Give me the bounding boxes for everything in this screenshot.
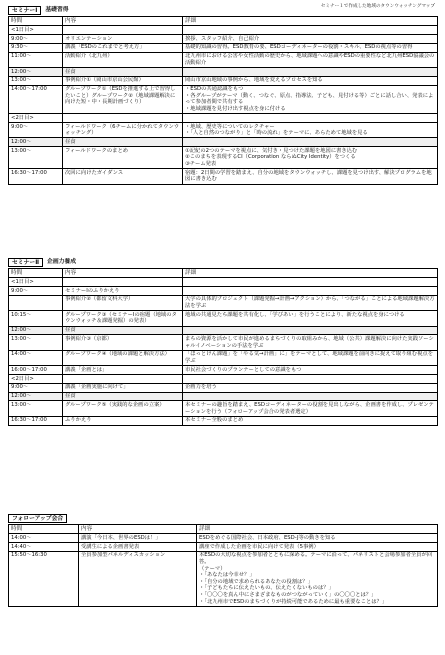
detail-line: ・ESDの共通認識をもつ <box>185 86 244 93</box>
row-time: 11:00～ <box>9 52 63 67</box>
table-row <box>9 551 438 606</box>
row-content: 事例紹介②（都留文科大学） <box>63 295 183 310</box>
row-time: 9:00～ <box>9 122 63 137</box>
table-row <box>9 147 438 169</box>
row-time: 12:00～ <box>9 67 63 76</box>
row-time: 16:30～17:00 <box>9 169 63 184</box>
seminar1-title: 基礎習得 <box>45 6 69 13</box>
followup-tag: フォローアップ会合 <box>8 514 67 523</box>
col-header-time: 時間 <box>9 269 63 278</box>
row-content: 全員参加型パネルディスカッション <box>79 551 197 606</box>
seminar2-table <box>8 268 438 426</box>
row-detail <box>183 374 438 383</box>
row-detail <box>183 326 438 335</box>
row-content: オリエンテーション <box>63 34 183 43</box>
detail-line: 「ほっとけん課題」を「やる気→計画」に」をテーマとして、地域課題を前向きに捉えて取り組む視点を学ぶ <box>185 351 433 364</box>
row-time: 16:00～17:00 <box>9 366 63 375</box>
table-row <box>9 76 438 85</box>
col-header-content: 内容 <box>63 17 183 26</box>
row-detail <box>183 383 438 392</box>
detail-line: ESDをめぐる国際社会、日本政府、ESD-J等の動きを知る <box>199 534 336 541</box>
row-detail <box>197 534 438 543</box>
detail-line: 本セミナーの趣旨を踏まえ、ESDコーディネーターの役割を見出しながら、企画書を作成し、プレゼンテーションを行う（フォローアップ会合の発表者選定） <box>185 401 434 415</box>
detail-line: ・「人と自然のつながり」と「時の流れ」をテーマに、あらためて地域を見る <box>185 130 368 137</box>
row-detail <box>183 392 438 401</box>
row-detail <box>183 416 438 425</box>
detail-line: ③チーム発表 <box>185 161 217 167</box>
detail-line: 北九州市における公害や女性活動の歴史から、地域課題への意識やESDの重要性など北九州ESD協議会の活動紹介 <box>185 53 435 66</box>
table-row <box>9 392 438 401</box>
table-row <box>9 85 438 114</box>
table-row <box>9 534 438 543</box>
table-row <box>9 383 438 392</box>
table-row <box>9 122 438 137</box>
col-header-time: 時間 <box>9 17 63 26</box>
table-row <box>9 295 438 310</box>
col-header-detail: 詳細 <box>197 525 438 534</box>
page-header-caption: セミナー１で作成した地域のタウンウォッチングマップ <box>320 4 435 9</box>
table-row <box>9 311 438 326</box>
row-time: 13:00～ <box>9 147 63 169</box>
row-detail <box>183 76 438 85</box>
detail-line: 講座で作成した企画を市民に向けて発表（5事例） <box>199 543 319 550</box>
row-content: グループワーク③（セミナーⅠの宿題（地域のタウンウォッチ＆課題発掘）の発表） <box>63 311 183 326</box>
detail-line: 地域の共通見たち課題を共有化し、「学びあい」を行うことにより、新たな視点を身につける <box>185 311 405 318</box>
seminar2-section <box>8 257 438 426</box>
table-row <box>9 67 438 76</box>
row-content: フィールドワーク（6チームに分かれてタウンウォッチング） <box>63 122 183 137</box>
row-detail <box>183 122 438 137</box>
row-content: グループワーク①（ESDを推進する上で習得したいこと）グループワーク②（地域課題解決に向けた短・中・長期計画づくり） <box>63 85 183 114</box>
row-detail <box>197 551 438 606</box>
row-time: 12:00～ <box>9 326 63 335</box>
table-row <box>9 542 438 551</box>
row-time: <1日目> <box>9 26 63 35</box>
seminar1-tag: セミナーⅠ <box>8 6 41 15</box>
row-detail <box>183 286 438 295</box>
table-row <box>9 335 438 350</box>
seminar2-tag: セミナーⅡ <box>8 258 43 267</box>
detail-line: ・各グループがテーマ（動く、つなぐ、原点、指導法、子ども、見付ける等）ごとに話し合い、発表によって参加者間で共有する <box>185 92 434 106</box>
row-detail <box>183 26 438 35</box>
row-time: 9:00～ <box>9 34 63 43</box>
detail-line: ・「北九州市でESDのまちづくりが持続可能であるために最も重要なことは？」 <box>199 598 388 605</box>
detail-line: ・「あなたは今幸せ？」 <box>199 572 255 579</box>
row-content: 講義「ESDのこれまでと考え方」 <box>63 43 183 52</box>
row-time: 9:00～ <box>9 286 63 295</box>
row-content: ふりかえり <box>63 416 183 425</box>
row-time: 14:00～17:00 <box>9 85 63 114</box>
row-detail <box>183 350 438 365</box>
row-content: 昼食 <box>63 67 183 76</box>
row-time: 9:30～ <box>9 43 63 52</box>
table-row <box>9 278 438 287</box>
row-time: 10:15～ <box>9 311 63 326</box>
row-detail <box>183 43 438 52</box>
row-content: 事例紹介①（岡山市京山公民館） <box>63 76 183 85</box>
row-content: セミナーⅠのふりかえり <box>63 286 183 295</box>
row-time: 13:00～ <box>9 401 63 416</box>
detail-line: 企画力を培う <box>185 384 217 391</box>
row-detail <box>183 169 438 184</box>
row-content: 講義「企画実施に向けて」 <box>63 383 183 392</box>
table-row <box>9 52 438 67</box>
row-detail <box>183 401 438 416</box>
seminar1-table <box>8 16 438 185</box>
row-time: 14:40～ <box>9 542 79 551</box>
followup-section <box>8 513 438 607</box>
row-detail <box>183 52 438 67</box>
seminar2-title: 企画力養成 <box>47 258 77 265</box>
row-content <box>63 114 183 123</box>
detail-line: ②このまちを表現するCI（Corporation ならぬCity Identity）をつくる <box>185 154 356 161</box>
row-time: 12:00～ <box>9 392 63 401</box>
row-time <box>9 295 63 310</box>
table-row <box>9 34 438 43</box>
row-time: <2日目> <box>9 114 63 123</box>
detail-line: まちの資源を活かして市民が進めるまちづくりの取組みから、地域（公共）課題解決に向けた実践ソーシャルイノベーションの手法を学ぶ <box>185 335 434 349</box>
row-time: <2日目> <box>9 374 63 383</box>
table-row <box>9 350 438 365</box>
row-detail <box>183 34 438 43</box>
detail-line: ・地域、歴史等についてのレクチャー <box>185 123 275 130</box>
detail-line: 本セミナー全般のまとめ <box>185 417 244 424</box>
followup-table <box>8 524 438 607</box>
seminar1-section <box>8 5 438 185</box>
row-detail <box>183 147 438 169</box>
row-content: 受講生による企画書発表 <box>79 542 197 551</box>
table-row <box>9 114 438 123</box>
detail-line: ・「自分の地域で求められるあなたの役割は？」 <box>199 578 313 585</box>
detail-line: ①記紀の2つのテーマを視点に、気付き・見つけた課題を地図に書き込む <box>185 147 358 154</box>
row-detail <box>183 366 438 375</box>
row-time: 13:00～ <box>9 335 63 350</box>
row-detail <box>183 335 438 350</box>
row-detail <box>183 85 438 114</box>
col-header-content: 内容 <box>79 525 197 534</box>
row-content: フィールドワークのまとめ <box>63 147 183 169</box>
detail-line: ・地域課題を見付け出す視点を身に付ける <box>185 105 286 112</box>
col-header-detail: 詳細 <box>183 17 438 26</box>
row-content <box>63 26 183 35</box>
row-detail <box>183 114 438 123</box>
row-detail <box>183 138 438 147</box>
row-time: <1日目> <box>9 278 63 287</box>
row-content: グループワーク④（地域の課題と解決方法） <box>63 350 183 365</box>
detail-line: 基礎的知識の習得。ESD教育の要、ESDコーディネーターの役割・スキル、ESDの視点等の習得 <box>185 44 413 51</box>
detail-line: 本ESDの大切な視点を参加者とともに深める。テーマに沿って、パネリストと会場参加者全員が回答。 <box>199 552 433 565</box>
row-time: 9:00～ <box>9 383 63 392</box>
row-content: 講義「企画とは」 <box>63 366 183 375</box>
row-content: 次回に向けたガイダンス <box>63 169 183 184</box>
table-row <box>9 286 438 295</box>
detail-line: ・「子どもたちに伝えたいもの、伝えたくないものは？」 <box>199 585 334 592</box>
row-detail <box>183 311 438 326</box>
row-content: 昼食 <box>63 326 183 335</box>
table-row <box>9 169 438 184</box>
row-detail <box>183 67 438 76</box>
row-time: 13:00～ <box>9 76 63 85</box>
table-row <box>9 138 438 147</box>
table-row <box>9 43 438 52</box>
row-content <box>63 278 183 287</box>
col-header-detail: 詳細 <box>183 269 438 278</box>
detail-line: ・「〇〇〇を真ん中にさまざまなものがつながっていく」の〇〇〇とは？」 <box>199 592 377 599</box>
row-time: 14:00～ <box>9 350 63 365</box>
table-row <box>9 326 438 335</box>
detail-line: 挨拶、スタッフ紹介、自己紹介 <box>185 35 260 42</box>
col-header-time: 時間 <box>9 525 79 534</box>
row-detail <box>183 278 438 287</box>
row-content: 昼食 <box>63 138 183 147</box>
row-time: 12:00～ <box>9 138 63 147</box>
row-content: 事例紹介③（京都） <box>63 335 183 350</box>
table-row <box>9 26 438 35</box>
table-row <box>9 374 438 383</box>
row-content: グループワーク⑤（実践的な企画の立案） <box>63 401 183 416</box>
detail-line: （テーマ） <box>199 565 226 572</box>
detail-line: 大学の具体的プロジェクト（課題発掘→計画→アクション）から、「つながる」ことによる地域課題解決方法を学ぶ <box>185 296 435 309</box>
row-detail <box>183 295 438 310</box>
col-header-content: 内容 <box>63 269 183 278</box>
table-row <box>9 416 438 425</box>
detail-line: 宿題：2日間の学習を踏まえ、自分の地域をタウンウォッチし、課題を見つけ出す、解決プログラムを地図に書き込む <box>185 169 432 183</box>
row-content: 昼食 <box>63 392 183 401</box>
row-time: 16:30～17:00 <box>9 416 63 425</box>
row-detail <box>197 542 438 551</box>
detail-line: 岡山市京山地域の事例から、地域を変えるプロセスを知る <box>185 77 323 84</box>
row-time: 14:00～ <box>9 534 79 543</box>
row-time: 15:50～16:30 <box>9 551 79 606</box>
table-row <box>9 366 438 375</box>
row-content <box>63 374 183 383</box>
detail-line: 市民社会づくりのプランナーとしての意識をもつ <box>185 366 302 373</box>
row-content: 活動紹介（北九州） <box>63 52 183 67</box>
row-content: 講演「今日本、世界のESDは！」 <box>79 534 197 543</box>
table-row <box>9 401 438 416</box>
